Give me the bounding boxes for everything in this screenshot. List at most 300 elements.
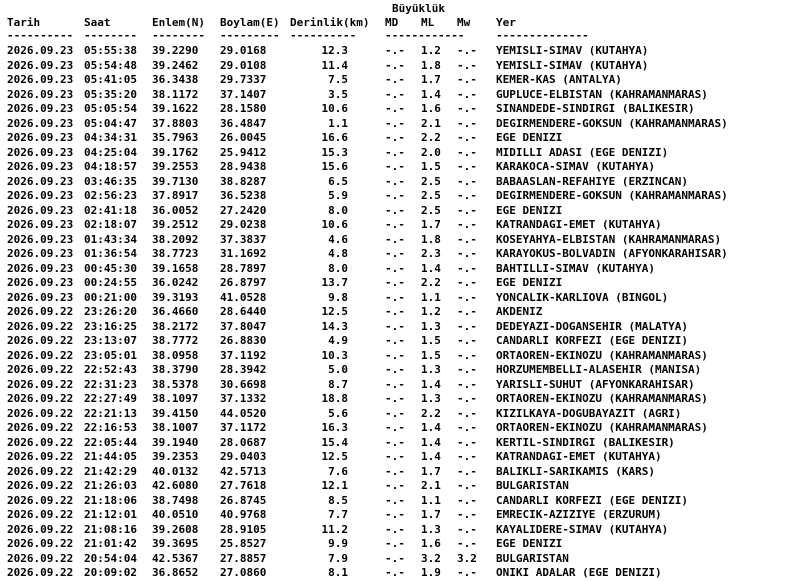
cell-md: -.- bbox=[385, 493, 405, 507]
cell-ml: 2.2 bbox=[421, 276, 441, 289]
cell-tarih: 2026.09.22 bbox=[7, 305, 74, 318]
cell-yer: KEMER-KAS (ANTALYA) bbox=[496, 73, 622, 86]
cell-tarih: 2026.09.22 bbox=[7, 421, 74, 434]
table-row bbox=[0, 523, 800, 538]
cell-derinlik: 13.7 bbox=[321, 276, 348, 289]
cell-mw: -.- bbox=[457, 131, 477, 144]
table-row bbox=[0, 117, 800, 132]
cell-md: -.- bbox=[385, 435, 405, 449]
cell-enlem: 36.4660 bbox=[152, 305, 199, 318]
cell-ml: 2.2 bbox=[421, 131, 441, 144]
cell-saat: 02:18:07 bbox=[84, 218, 137, 231]
cell-mw: -.- bbox=[457, 479, 477, 492]
cell-yer: BABAASLAN-REFAHIYE (ERZINCAN) bbox=[496, 174, 689, 188]
col-derinlik: Derinlik(km) bbox=[290, 16, 370, 29]
cell-saat: 04:34:31 bbox=[84, 131, 137, 144]
cell-md: -.- bbox=[385, 218, 405, 231]
cell-enlem: 39.3193 bbox=[152, 290, 199, 304]
cell-saat: 21:12:01 bbox=[84, 508, 137, 521]
cell-enlem: 42.5367 bbox=[152, 551, 199, 565]
table-row bbox=[0, 450, 800, 465]
cell-saat: 01:36:54 bbox=[84, 247, 137, 260]
cell-derinlik: 7.7 bbox=[328, 508, 348, 521]
cell-derinlik: 3.5 bbox=[328, 87, 348, 101]
cell-yer: KATRANDAGI-EMET (KUTAHYA) bbox=[496, 450, 662, 463]
cell-yer: EGE DENIZI bbox=[496, 537, 563, 550]
cell-mw: -.- bbox=[457, 392, 477, 405]
cell-tarih: 2026.09.22 bbox=[7, 377, 74, 391]
table-row bbox=[0, 262, 800, 277]
cell-enlem: 39.2512 bbox=[152, 218, 199, 231]
dash-saat: -------- bbox=[84, 29, 137, 42]
table-row bbox=[0, 59, 800, 74]
cell-derinlik: 7.5 bbox=[328, 73, 348, 86]
cell-yer: BULGARISTAN bbox=[496, 551, 569, 565]
cell-tarih: 2026.09.23 bbox=[7, 203, 74, 217]
table-row bbox=[0, 479, 800, 494]
cell-boylam: 28.1580 bbox=[220, 102, 267, 115]
cell-yer: BULGARISTAN bbox=[496, 479, 569, 492]
cell-enlem: 37.8803 bbox=[152, 116, 199, 130]
cell-tarih: 2026.09.22 bbox=[7, 537, 74, 550]
cell-saat: 04:25:04 bbox=[84, 145, 137, 159]
dash-separator-row bbox=[0, 29, 800, 44]
cell-mw: -.- bbox=[457, 334, 477, 347]
cell-mw: -.- bbox=[457, 87, 477, 101]
cell-mw: -.- bbox=[457, 174, 477, 188]
cell-ml: 1.9 bbox=[421, 566, 441, 579]
cell-saat: 22:21:13 bbox=[84, 406, 137, 420]
col-tarih: Tarih bbox=[7, 16, 41, 29]
col-boylam: Boylam(E) bbox=[220, 16, 280, 29]
cell-boylam: 37.1172 bbox=[220, 421, 267, 434]
table-row bbox=[0, 334, 800, 349]
cell-ml: 1.5 bbox=[421, 348, 441, 362]
cell-derinlik: 7.9 bbox=[328, 551, 348, 565]
cell-mw: -.- bbox=[457, 261, 477, 275]
cell-boylam: 29.0238 bbox=[220, 218, 267, 231]
table-row bbox=[0, 363, 800, 378]
cell-boylam: 25.8527 bbox=[220, 537, 267, 550]
cell-tarih: 2026.09.23 bbox=[7, 261, 74, 275]
cell-yer: ORTAOREN-EKINOZU (KAHRAMANMARAS) bbox=[496, 392, 708, 405]
cell-boylam: 31.1692 bbox=[220, 247, 267, 260]
cell-enlem: 40.0132 bbox=[152, 464, 199, 478]
cell-mw: -.- bbox=[457, 189, 477, 202]
dash-magnitude: ------------ bbox=[385, 29, 465, 42]
cell-boylam: 28.6440 bbox=[220, 305, 267, 318]
table-row bbox=[0, 160, 800, 175]
cell-ml: 1.1 bbox=[421, 290, 441, 304]
cell-tarih: 2026.09.22 bbox=[7, 435, 74, 449]
cell-derinlik: 12.5 bbox=[321, 305, 348, 318]
cell-saat: 04:18:57 bbox=[84, 160, 137, 173]
cell-mw: -.- bbox=[457, 232, 477, 246]
cell-ml: 1.7 bbox=[421, 464, 441, 478]
cell-boylam: 28.9105 bbox=[220, 522, 267, 536]
cell-md: -.- bbox=[385, 189, 405, 202]
cell-saat: 21:01:42 bbox=[84, 537, 137, 550]
cell-mw: -.- bbox=[457, 247, 477, 260]
table-row bbox=[0, 552, 800, 567]
dash-enlem: -------- bbox=[152, 29, 205, 42]
cell-saat: 05:04:47 bbox=[84, 116, 137, 130]
magnitude-group-label: Büyüklük bbox=[392, 2, 445, 15]
cell-ml: 1.3 bbox=[421, 363, 441, 376]
cell-yer: SINANDEDE-SINDIRGI (BALIKESIR) bbox=[496, 102, 695, 115]
cell-tarih: 2026.09.23 bbox=[7, 290, 74, 304]
cell-saat: 20:54:04 bbox=[84, 551, 137, 565]
cell-md: -.- bbox=[385, 479, 405, 492]
cell-yer: ONIKI ADALAR (EGE DENIZI) bbox=[496, 566, 662, 579]
cell-boylam: 26.8745 bbox=[220, 493, 267, 507]
cell-boylam: 42.5713 bbox=[220, 464, 267, 478]
table-row bbox=[0, 204, 800, 219]
cell-tarih: 2026.09.23 bbox=[7, 73, 74, 86]
cell-md: -.- bbox=[385, 276, 405, 289]
cell-yer: DEGIRMENDERE-GOKSUN (KAHRAMANMARAS) bbox=[496, 189, 728, 202]
cell-enlem: 35.7963 bbox=[152, 131, 199, 144]
cell-md: -.- bbox=[385, 145, 405, 159]
cell-ml: 1.3 bbox=[421, 522, 441, 536]
cell-ml: 1.5 bbox=[421, 160, 441, 173]
cell-enlem: 38.3790 bbox=[152, 363, 199, 376]
cell-md: -.- bbox=[385, 290, 405, 304]
col-ml: ML bbox=[421, 16, 435, 29]
cell-ml: 1.7 bbox=[421, 218, 441, 231]
cell-saat: 02:56:23 bbox=[84, 189, 137, 202]
cell-tarih: 2026.09.23 bbox=[7, 218, 74, 231]
cell-enlem: 38.7498 bbox=[152, 493, 199, 507]
cell-tarih: 2026.09.23 bbox=[7, 44, 74, 57]
dash-tarih: ---------- bbox=[7, 29, 74, 42]
cell-md: -.- bbox=[385, 450, 405, 463]
cell-derinlik: 4.9 bbox=[328, 334, 348, 347]
cell-derinlik: 7.6 bbox=[328, 464, 348, 478]
cell-tarih: 2026.09.23 bbox=[7, 87, 74, 101]
cell-derinlik: 8.5 bbox=[328, 493, 348, 507]
cell-ml: 1.4 bbox=[421, 377, 441, 391]
cell-tarih: 2026.09.22 bbox=[7, 508, 74, 521]
cell-mw: -.- bbox=[457, 435, 477, 449]
cell-boylam: 37.1332 bbox=[220, 392, 267, 405]
table-row bbox=[0, 233, 800, 248]
cell-derinlik: 6.5 bbox=[328, 174, 348, 188]
cell-saat: 21:08:16 bbox=[84, 522, 137, 536]
cell-enlem: 38.1172 bbox=[152, 87, 199, 101]
cell-enlem: 38.0958 bbox=[152, 348, 199, 362]
cell-yer: DEGIRMENDERE-GOKSUN (KAHRAMANMARAS) bbox=[496, 116, 728, 130]
cell-yer: DEDEYAZI-DOGANSEHIR (MALATYA) bbox=[496, 319, 689, 333]
table-row bbox=[0, 421, 800, 436]
cell-enlem: 39.2290 bbox=[152, 44, 199, 57]
table-row bbox=[0, 276, 800, 291]
table-row bbox=[0, 247, 800, 262]
cell-saat: 20:09:02 bbox=[84, 566, 137, 579]
cell-tarih: 2026.09.23 bbox=[7, 58, 74, 72]
cell-boylam: 44.0520 bbox=[220, 406, 267, 420]
cell-tarih: 2026.09.22 bbox=[7, 348, 74, 362]
table-row bbox=[0, 392, 800, 407]
cell-mw: -.- bbox=[457, 319, 477, 333]
cell-boylam: 37.1407 bbox=[220, 87, 267, 101]
cell-boylam: 27.7618 bbox=[220, 479, 267, 492]
cell-ml: 1.4 bbox=[421, 450, 441, 463]
cell-boylam: 28.7897 bbox=[220, 261, 267, 275]
cell-derinlik: 12.3 bbox=[321, 44, 348, 57]
cell-tarih: 2026.09.22 bbox=[7, 319, 74, 333]
cell-md: -.- bbox=[385, 566, 405, 579]
cell-enlem: 39.2608 bbox=[152, 522, 199, 536]
cell-mw: -.- bbox=[457, 537, 477, 550]
cell-enlem: 36.0052 bbox=[152, 203, 199, 217]
cell-md: -.- bbox=[385, 522, 405, 536]
cell-yer: HORZUMEMBELLI-ALASEHIR (MANISA) bbox=[496, 363, 702, 376]
cell-boylam: 26.8797 bbox=[220, 276, 267, 289]
cell-boylam: 41.0528 bbox=[220, 290, 267, 304]
cell-yer: KIZILKAYA-DOGUBAYAZIT (AGRI) bbox=[496, 406, 682, 420]
cell-mw: -.- bbox=[457, 203, 477, 217]
cell-ml: 1.7 bbox=[421, 73, 441, 86]
table-row bbox=[0, 44, 800, 59]
cell-derinlik: 5.9 bbox=[328, 189, 348, 202]
cell-md: -.- bbox=[385, 232, 405, 246]
cell-derinlik: 9.9 bbox=[328, 537, 348, 550]
cell-md: -.- bbox=[385, 73, 405, 86]
cell-boylam: 29.0168 bbox=[220, 44, 267, 57]
cell-saat: 23:05:01 bbox=[84, 348, 137, 362]
cell-mw: -.- bbox=[457, 116, 477, 130]
cell-boylam: 29.7337 bbox=[220, 73, 267, 86]
cell-saat: 21:44:05 bbox=[84, 450, 137, 463]
cell-md: -.- bbox=[385, 203, 405, 217]
table-row bbox=[0, 465, 800, 480]
cell-tarih: 2026.09.22 bbox=[7, 566, 74, 579]
cell-saat: 22:31:23 bbox=[84, 377, 137, 391]
cell-md: -.- bbox=[385, 464, 405, 478]
cell-yer: AKDENIZ bbox=[496, 305, 543, 318]
cell-md: -.- bbox=[385, 116, 405, 130]
cell-enlem: 39.3695 bbox=[152, 537, 199, 550]
cell-tarih: 2026.09.22 bbox=[7, 363, 74, 376]
cell-tarih: 2026.09.23 bbox=[7, 247, 74, 260]
cell-saat: 22:16:53 bbox=[84, 421, 137, 434]
cell-yer: EMRECIK-AZIZIYE (ERZURUM) bbox=[496, 508, 662, 521]
table-row bbox=[0, 88, 800, 103]
cell-ml: 1.3 bbox=[421, 392, 441, 405]
cell-boylam: 27.2420 bbox=[220, 203, 267, 217]
cell-mw: -.- bbox=[457, 73, 477, 86]
table-row bbox=[0, 537, 800, 552]
cell-yer: BALIKLI-SARIKAMIS (KARS) bbox=[496, 464, 655, 478]
dash-derinlik: ---------- bbox=[290, 29, 357, 42]
cell-enlem: 42.6080 bbox=[152, 479, 199, 492]
cell-ml: 2.2 bbox=[421, 406, 441, 420]
cell-saat: 05:35:20 bbox=[84, 87, 137, 101]
cell-enlem: 38.2172 bbox=[152, 319, 199, 333]
cell-saat: 23:16:25 bbox=[84, 319, 137, 333]
cell-boylam: 26.0045 bbox=[220, 131, 267, 144]
cell-mw: -.- bbox=[457, 406, 477, 420]
cell-tarih: 2026.09.22 bbox=[7, 406, 74, 420]
col-enlem: Enlem(N) bbox=[152, 16, 205, 29]
cell-md: -.- bbox=[385, 508, 405, 521]
cell-yer: KARAYOKUS-BOLVADIN (AFYONKARAHISAR) bbox=[496, 247, 728, 260]
cell-derinlik: 8.1 bbox=[328, 566, 348, 579]
table-row bbox=[0, 73, 800, 88]
table-row bbox=[0, 349, 800, 364]
cell-ml: 2.1 bbox=[421, 479, 441, 492]
cell-mw: -.- bbox=[457, 363, 477, 376]
cell-enlem: 39.1622 bbox=[152, 102, 199, 115]
col-saat: Saat bbox=[84, 16, 111, 29]
cell-mw: -.- bbox=[457, 421, 477, 434]
cell-boylam: 28.9438 bbox=[220, 160, 267, 173]
cell-mw: -.- bbox=[457, 566, 477, 579]
cell-derinlik: 5.0 bbox=[328, 363, 348, 376]
cell-md: -.- bbox=[385, 334, 405, 347]
cell-yer: ORTAOREN-EKINOZU (KAHRAMANMARAS) bbox=[496, 348, 708, 362]
table-row bbox=[0, 291, 800, 306]
cell-derinlik: 8.0 bbox=[328, 261, 348, 275]
cell-saat: 05:54:48 bbox=[84, 58, 137, 72]
cell-boylam: 28.3942 bbox=[220, 363, 267, 376]
col-yer: Yer bbox=[496, 16, 516, 29]
cell-ml: 1.7 bbox=[421, 508, 441, 521]
cell-enlem: 38.2092 bbox=[152, 232, 199, 246]
cell-tarih: 2026.09.22 bbox=[7, 464, 74, 478]
cell-ml: 2.3 bbox=[421, 247, 441, 260]
cell-mw: -.- bbox=[457, 145, 477, 159]
cell-boylam: 29.0403 bbox=[220, 450, 267, 463]
cell-yer: YEMISLI-SIMAV (KUTAHYA) bbox=[496, 44, 649, 57]
cell-enlem: 39.1658 bbox=[152, 261, 199, 275]
cell-ml: 3.2 bbox=[421, 551, 441, 565]
cell-ml: 1.4 bbox=[421, 435, 441, 449]
cell-tarih: 2026.09.23 bbox=[7, 116, 74, 130]
cell-derinlik: 12.1 bbox=[321, 479, 348, 492]
cell-tarih: 2026.09.23 bbox=[7, 160, 74, 173]
cell-saat: 21:18:06 bbox=[84, 493, 137, 507]
cell-enlem: 39.2462 bbox=[152, 58, 199, 72]
magnitude-group-row bbox=[0, 2, 800, 17]
cell-yer: MIDILLI ADASI (EGE DENIZI) bbox=[496, 145, 669, 159]
cell-derinlik: 14.3 bbox=[321, 319, 348, 333]
cell-boylam: 29.0108 bbox=[220, 58, 267, 72]
cell-tarih: 2026.09.23 bbox=[7, 232, 74, 246]
table-row bbox=[0, 320, 800, 335]
cell-derinlik: 4.8 bbox=[328, 247, 348, 260]
cell-ml: 2.5 bbox=[421, 189, 441, 202]
cell-boylam: 36.4847 bbox=[220, 116, 267, 130]
cell-boylam: 28.0687 bbox=[220, 435, 267, 449]
cell-ml: 1.8 bbox=[421, 232, 441, 246]
cell-mw: -.- bbox=[457, 218, 477, 231]
table-row bbox=[0, 407, 800, 422]
cell-enlem: 39.1940 bbox=[152, 435, 199, 449]
col-mw: Mw bbox=[457, 16, 471, 29]
cell-tarih: 2026.09.22 bbox=[7, 522, 74, 536]
cell-ml: 2.1 bbox=[421, 116, 441, 130]
cell-tarih: 2026.09.23 bbox=[7, 174, 74, 188]
cell-enlem: 39.2353 bbox=[152, 450, 199, 463]
cell-ml: 1.2 bbox=[421, 44, 441, 57]
cell-md: -.- bbox=[385, 44, 405, 57]
table-row bbox=[0, 494, 800, 509]
cell-saat: 00:21:00 bbox=[84, 290, 137, 304]
cell-md: -.- bbox=[385, 551, 405, 565]
cell-tarih: 2026.09.22 bbox=[7, 450, 74, 463]
cell-enlem: 39.4150 bbox=[152, 406, 199, 420]
cell-tarih: 2026.09.23 bbox=[7, 145, 74, 159]
cell-md: -.- bbox=[385, 87, 405, 101]
cell-saat: 05:41:05 bbox=[84, 73, 137, 86]
cell-derinlik: 18.8 bbox=[321, 392, 348, 405]
cell-yer: KAYALIDERE-SIMAV (KUTAHYA) bbox=[496, 522, 669, 536]
cell-derinlik: 15.4 bbox=[321, 435, 348, 449]
cell-saat: 22:52:43 bbox=[84, 363, 137, 376]
cell-md: -.- bbox=[385, 421, 405, 434]
cell-saat: 23:13:07 bbox=[84, 334, 137, 347]
cell-boylam: 38.8287 bbox=[220, 174, 267, 188]
cell-ml: 1.2 bbox=[421, 305, 441, 318]
cell-saat: 22:05:44 bbox=[84, 435, 137, 449]
cell-md: -.- bbox=[385, 102, 405, 115]
table-row bbox=[0, 146, 800, 161]
cell-derinlik: 8.7 bbox=[328, 377, 348, 391]
cell-yer: KARAKOCA-SIMAV (KUTAHYA) bbox=[496, 160, 655, 173]
cell-derinlik: 12.5 bbox=[321, 450, 348, 463]
cell-saat: 00:24:55 bbox=[84, 276, 137, 289]
cell-derinlik: 11.4 bbox=[321, 58, 348, 72]
cell-boylam: 36.5238 bbox=[220, 189, 267, 202]
cell-enlem: 36.3438 bbox=[152, 73, 199, 86]
cell-ml: 1.6 bbox=[421, 102, 441, 115]
cell-yer: GUPLUCE-ELBISTAN (KAHRAMANMARAS) bbox=[496, 87, 708, 101]
cell-enlem: 38.1007 bbox=[152, 421, 199, 434]
cell-enlem: 37.8917 bbox=[152, 189, 199, 202]
cell-saat: 05:05:54 bbox=[84, 102, 137, 115]
cell-md: -.- bbox=[385, 392, 405, 405]
cell-ml: 1.5 bbox=[421, 334, 441, 347]
cell-md: -.- bbox=[385, 131, 405, 144]
cell-boylam: 27.8857 bbox=[220, 551, 267, 565]
cell-saat: 00:45:30 bbox=[84, 261, 137, 275]
cell-yer: YEMISLI-SIMAV (KUTAHYA) bbox=[496, 58, 649, 72]
cell-md: -.- bbox=[385, 537, 405, 550]
cell-tarih: 2026.09.22 bbox=[7, 334, 74, 347]
cell-ml: 1.3 bbox=[421, 319, 441, 333]
cell-enlem: 38.1097 bbox=[152, 392, 199, 405]
cell-saat: 05:55:38 bbox=[84, 44, 137, 57]
cell-saat: 22:27:49 bbox=[84, 392, 137, 405]
table-row bbox=[0, 508, 800, 523]
cell-boylam: 25.9412 bbox=[220, 145, 267, 159]
cell-md: -.- bbox=[385, 406, 405, 420]
table-row bbox=[0, 175, 800, 190]
cell-enlem: 39.1762 bbox=[152, 145, 199, 159]
cell-mw: -.- bbox=[457, 160, 477, 173]
cell-yer: CANDARLI KORFEZI (EGE DENIZI) bbox=[496, 493, 689, 507]
cell-mw: -.- bbox=[457, 58, 477, 72]
cell-boylam: 27.0860 bbox=[220, 566, 267, 579]
cell-mw: -.- bbox=[457, 508, 477, 521]
cell-yer: EGE DENIZI bbox=[496, 131, 563, 144]
cell-derinlik: 10.6 bbox=[321, 102, 348, 115]
cell-boylam: 37.8047 bbox=[220, 319, 267, 333]
col-md: MD bbox=[385, 16, 399, 29]
cell-saat: 21:26:03 bbox=[84, 479, 137, 492]
